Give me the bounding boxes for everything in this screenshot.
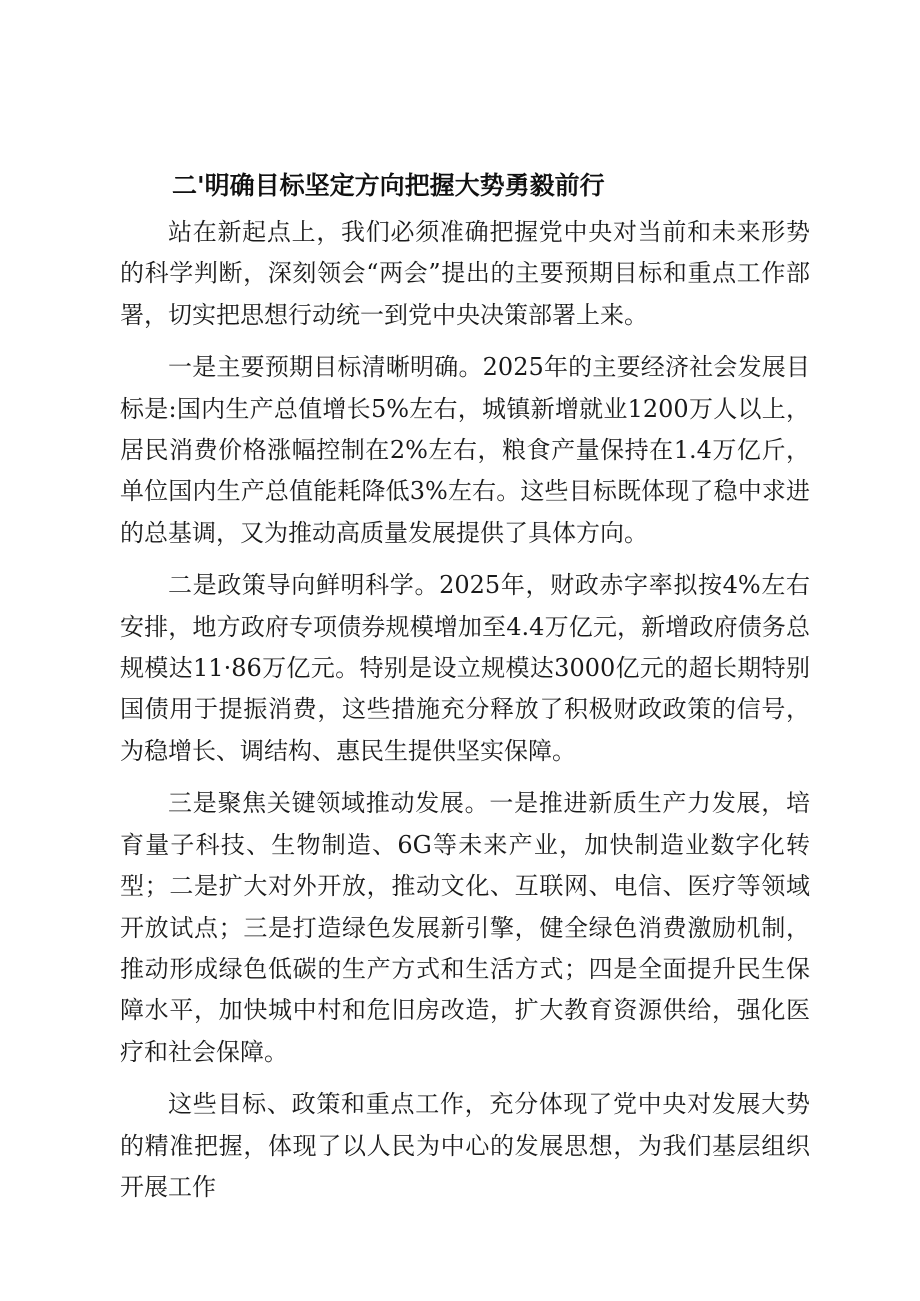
paragraph-key-areas: 三是聚焦关键领域推动发展。一是推进新质生产力发展，培育量子科技、生物制造、6G等未来产业，加快制造业数字化转型；二是扩大对外开放，推动文化、互联网、电信、医疗等领域开放试点；三是打造绿色发展新引擎，健全绿色消费激励机制，推动形成绿色低碳的生产方式和生活方式；四是全面提升民生保障水平，加快城中村和危旧房改造，扩大教育资源供给，强化医疗和社会保障。 (120, 789, 810, 1066)
paragraph-targets: 一是主要预期目标清晰明确。2025年的主要经济社会发展目标是:国内生产总值增长5%左右，城镇新增就业1200万人以上，居民消费价格涨幅控制在2%左右，粮食产量保持在1.4万亿斤，单位国内生产总值能耗降低3%左右。这些目标既体现了稳中求进的总基调，又为推动高质量发展提供了具体方向。 (120, 353, 810, 547)
paragraph-policy: 二是政策导向鲜明科学。2025年，财政赤字率拟按4%左右安排，地方政府专项债券规模增加至4.4万亿元，新增政府债务总规模达11·86万亿元。特别是设立规模达3000亿元的超长期特别国债用于提振消费，这些措施充分释放了积极财政政策的信号，为稳增长、调结构、惠民生提供坚实保障。 (120, 571, 810, 765)
body-text (120, 212, 810, 1208)
section-heading: 二'明确目标坚定方向把握大势勇毅前行 (172, 171, 605, 200)
paragraph-summary: 这些目标、政策和重点工作，充分体现了党中央对发展大势的精准把握，体现了以人民为中心的发展思想，为我们基层组织开展工作 (120, 1090, 810, 1201)
paragraph-intro: 站在新起点上，我们必须准确把握党中央对当前和未来形势的科学判断，深刻领会“两会”提出的主要预期目标和重点工作部署，切实把思想行动统一到党中央决策部署上来。 (120, 218, 810, 329)
